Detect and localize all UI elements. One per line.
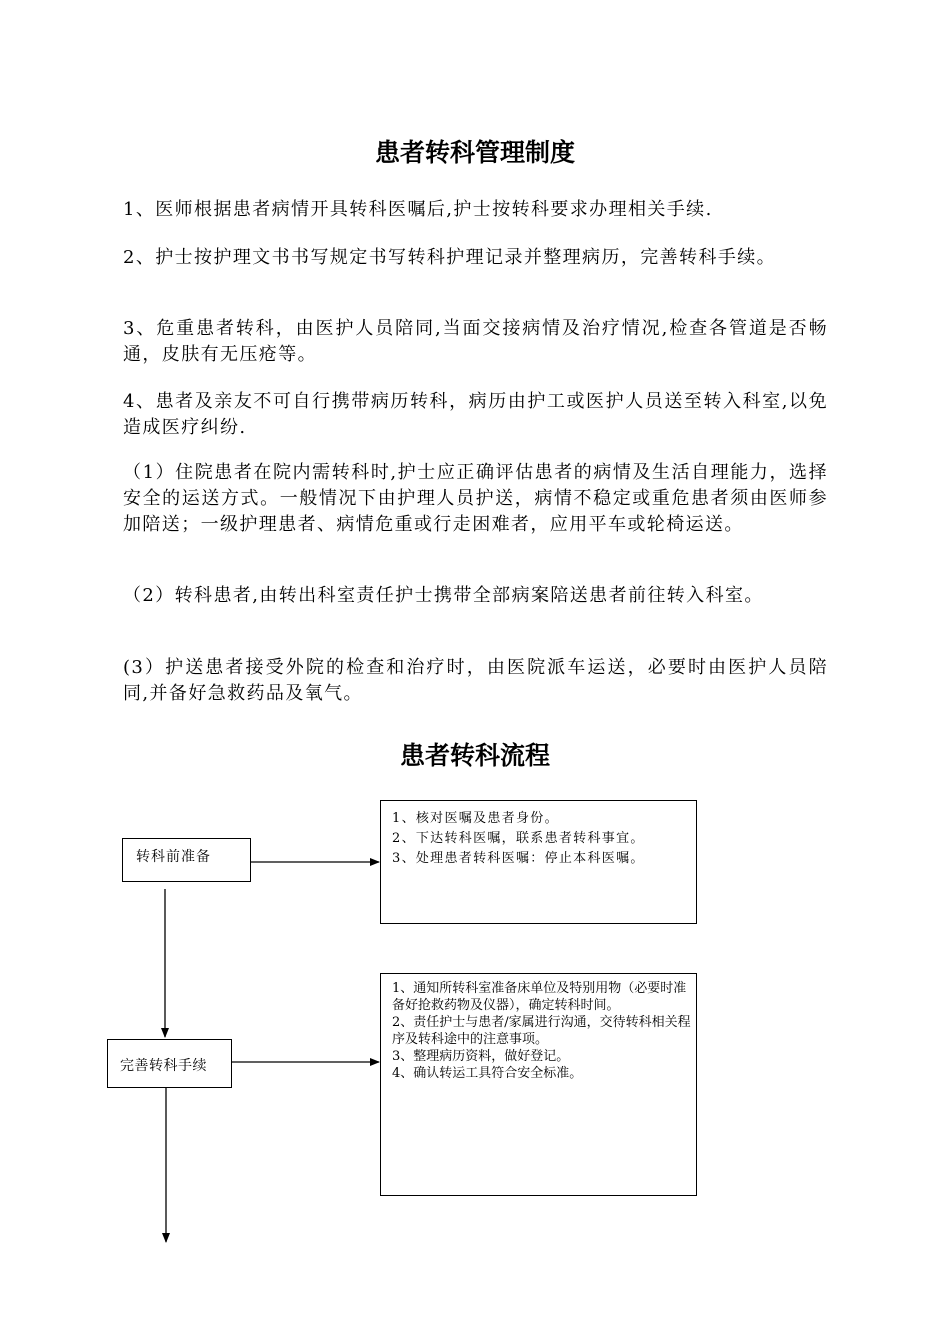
flow-step-prep-details-box [380, 800, 697, 924]
flow-step-prep-label: 转科前准备 [136, 849, 211, 865]
prep-detail-2: 2、下达转科医嘱，联系患者转科事宜。 [392, 831, 645, 846]
rule-paragraph-1: 1、医师根据患者病情开具转科医嘱后,护士按转科要求办理相关手续. [123, 199, 713, 220]
rule-subparagraph-1: （1）住院患者在院内需转科时,护士应正确评估患者的病情及生活自理能力，选择安全的运送方式。一般情况下由护理人员护送，病情不稳定或重危患者须由医师参加陪送；一级护理患者、病情危重或行走困难者，应用平车或轮椅运送。 [123, 462, 828, 535]
flow-step-procedures-box [107, 1039, 232, 1088]
procedure-detail-3: 3、整理病历资料，做好登记。 [392, 1049, 570, 1064]
flow-step-procedures-details-box [380, 973, 697, 1196]
procedure-detail-4: 4、确认转运工具符合安全标准。 [392, 1066, 583, 1081]
prep-detail-1: 1、核对医嘱及患者身份。 [392, 811, 559, 826]
prep-detail-3: 3、处理患者转科医嘱：停止本科医嘱。 [392, 851, 645, 866]
rule-paragraph-2: 2、护士按护理文书书写规定书写转科护理记录并整理病历，完善转科手续。 [123, 247, 777, 268]
flow-step-prep-box [122, 838, 251, 882]
flow-title: 患者转科流程 [399, 741, 550, 770]
document-title: 患者转科管理制度 [374, 138, 575, 167]
rule-paragraph-3: 3、危重患者转科，由医护人员陪同,当面交接病情及治疗情况,检查各管道是否畅通，皮肤有无压疮等。 [123, 318, 828, 365]
rule-subparagraph-2: （2）转科患者,由转出科室责任护士携带全部病案陪送患者前往转入科室。 [123, 585, 764, 606]
procedure-detail-1: 1、通知所转科室准备床单位及特别用物（必要时准备好抢救药物及仪器），确定转科时间。 [392, 981, 687, 1013]
rule-paragraph-4: 4、患者及亲友不可自行携带病历转科，病历由护工或医护人员送至转入科室,以免造成医疗纠纷. [123, 391, 828, 438]
procedure-detail-2: 2、责任护士与患者/家属进行沟通，交待转科相关程序及转科途中的注意事项。 [392, 1015, 691, 1047]
flow-step-procedures-label: 完善转科手续 [120, 1058, 207, 1074]
rule-subparagraph-3: (3）护送患者接受外院的检查和治疗时，由医院派车运送，必要时由医护人员陪同,并备好急救药品及氧气。 [123, 657, 828, 704]
